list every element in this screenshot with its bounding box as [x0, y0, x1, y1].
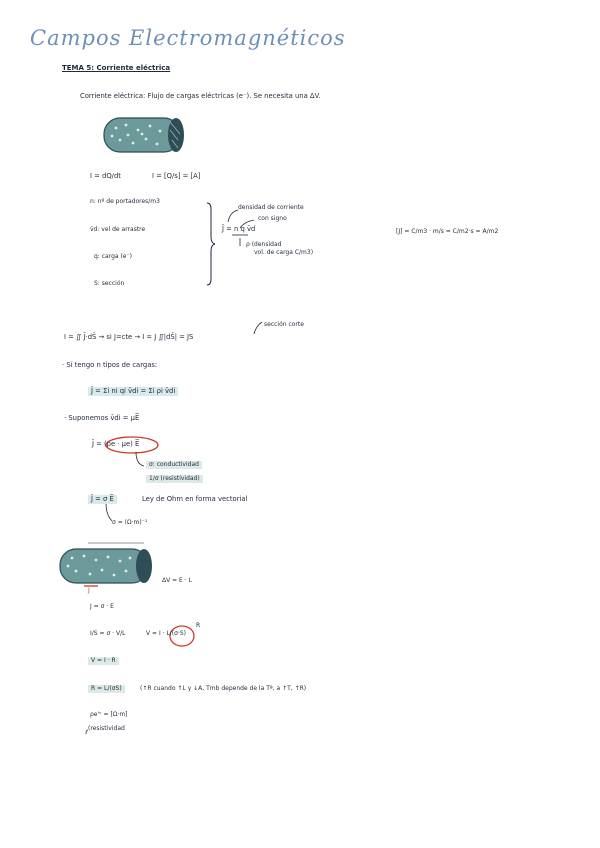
eq-j-sigma: J = σ · E	[90, 603, 114, 610]
eq-j-units: [J] = C/m3 · m/s = C/m2·s = A/m2	[396, 228, 499, 235]
eq-j: J̄ = n q v̄d	[222, 225, 256, 233]
eq-v-ir: V = I · R	[88, 657, 119, 665]
annot-sigma-units: σ = (Ω·m)⁻¹	[112, 519, 148, 526]
var-s: S: sección	[94, 280, 125, 287]
definition-line: Corriente eléctrica: Flujo de cargas eléctricas (e⁻). Se necesita una ΔV.	[80, 92, 321, 100]
eq-current: I = dQ/dt	[90, 172, 121, 180]
var-v: v̄d: vel de arrastre	[90, 226, 146, 233]
eq-integral: I = ∬ J̄·dS̄ → si J=cte → I = J ∬|dS̄| = JS	[64, 333, 194, 341]
label-dv: ΔV = E · L	[162, 577, 192, 584]
label-j: J	[88, 587, 90, 594]
annot-sign: con signo	[258, 215, 287, 222]
annot-sigma: σ: conductividad	[146, 461, 202, 469]
annot-rho: ρ (densidad	[246, 241, 282, 248]
eq-sum: J̄ = Σi ni qi v̄di = Σi ρi v̄di	[88, 387, 178, 396]
eq-i-s: I/S = σ · V/L	[90, 630, 126, 637]
conductor-cylinder-top	[104, 118, 184, 152]
eq-ohm: J̄ = σ E̅	[88, 495, 117, 504]
annot-section: sección corte	[264, 321, 304, 328]
page-title: Campos Electromagnéticos	[30, 26, 346, 50]
eq-v: V = I · L/(σ·S)	[146, 630, 187, 637]
annot-rho-res: 1/σ (resistividad)	[146, 475, 203, 483]
annot-resistividad: (resistividad	[88, 725, 125, 732]
line-r-note: (↑R cuando ↑L y ↓A, Tmb depende de la Tª, a ↑T, ↑R)	[140, 685, 307, 692]
eq-rho-units: ρe'ᵛ = [Ω·m]	[90, 711, 128, 718]
line-ohm: Ley de Ohm en forma vectorial	[142, 495, 248, 503]
eq-sigma: J̄ = (ρe · μe) E̅	[92, 440, 140, 448]
annot-rho-2: vol. de carga C/m3)	[254, 249, 314, 256]
annot-r: R	[196, 622, 201, 629]
section-subtitle: TEMA 5: Corriente eléctrica	[62, 64, 171, 72]
eq-r: R = L/(σS)	[88, 685, 125, 693]
line-assume: · Suponemos v̄di = μE̅	[64, 414, 140, 422]
line-types: · Si tengo n tipos de cargas:	[62, 361, 158, 369]
eq-units: I = [Q/s] = [A]	[152, 172, 201, 180]
annot-density: densidad de corriente	[238, 204, 304, 211]
var-n: n: nº de portadores/m3	[90, 198, 160, 205]
var-q: q: carga (e⁻)	[94, 253, 133, 260]
conductor-cylinder-bottom	[60, 543, 152, 586]
